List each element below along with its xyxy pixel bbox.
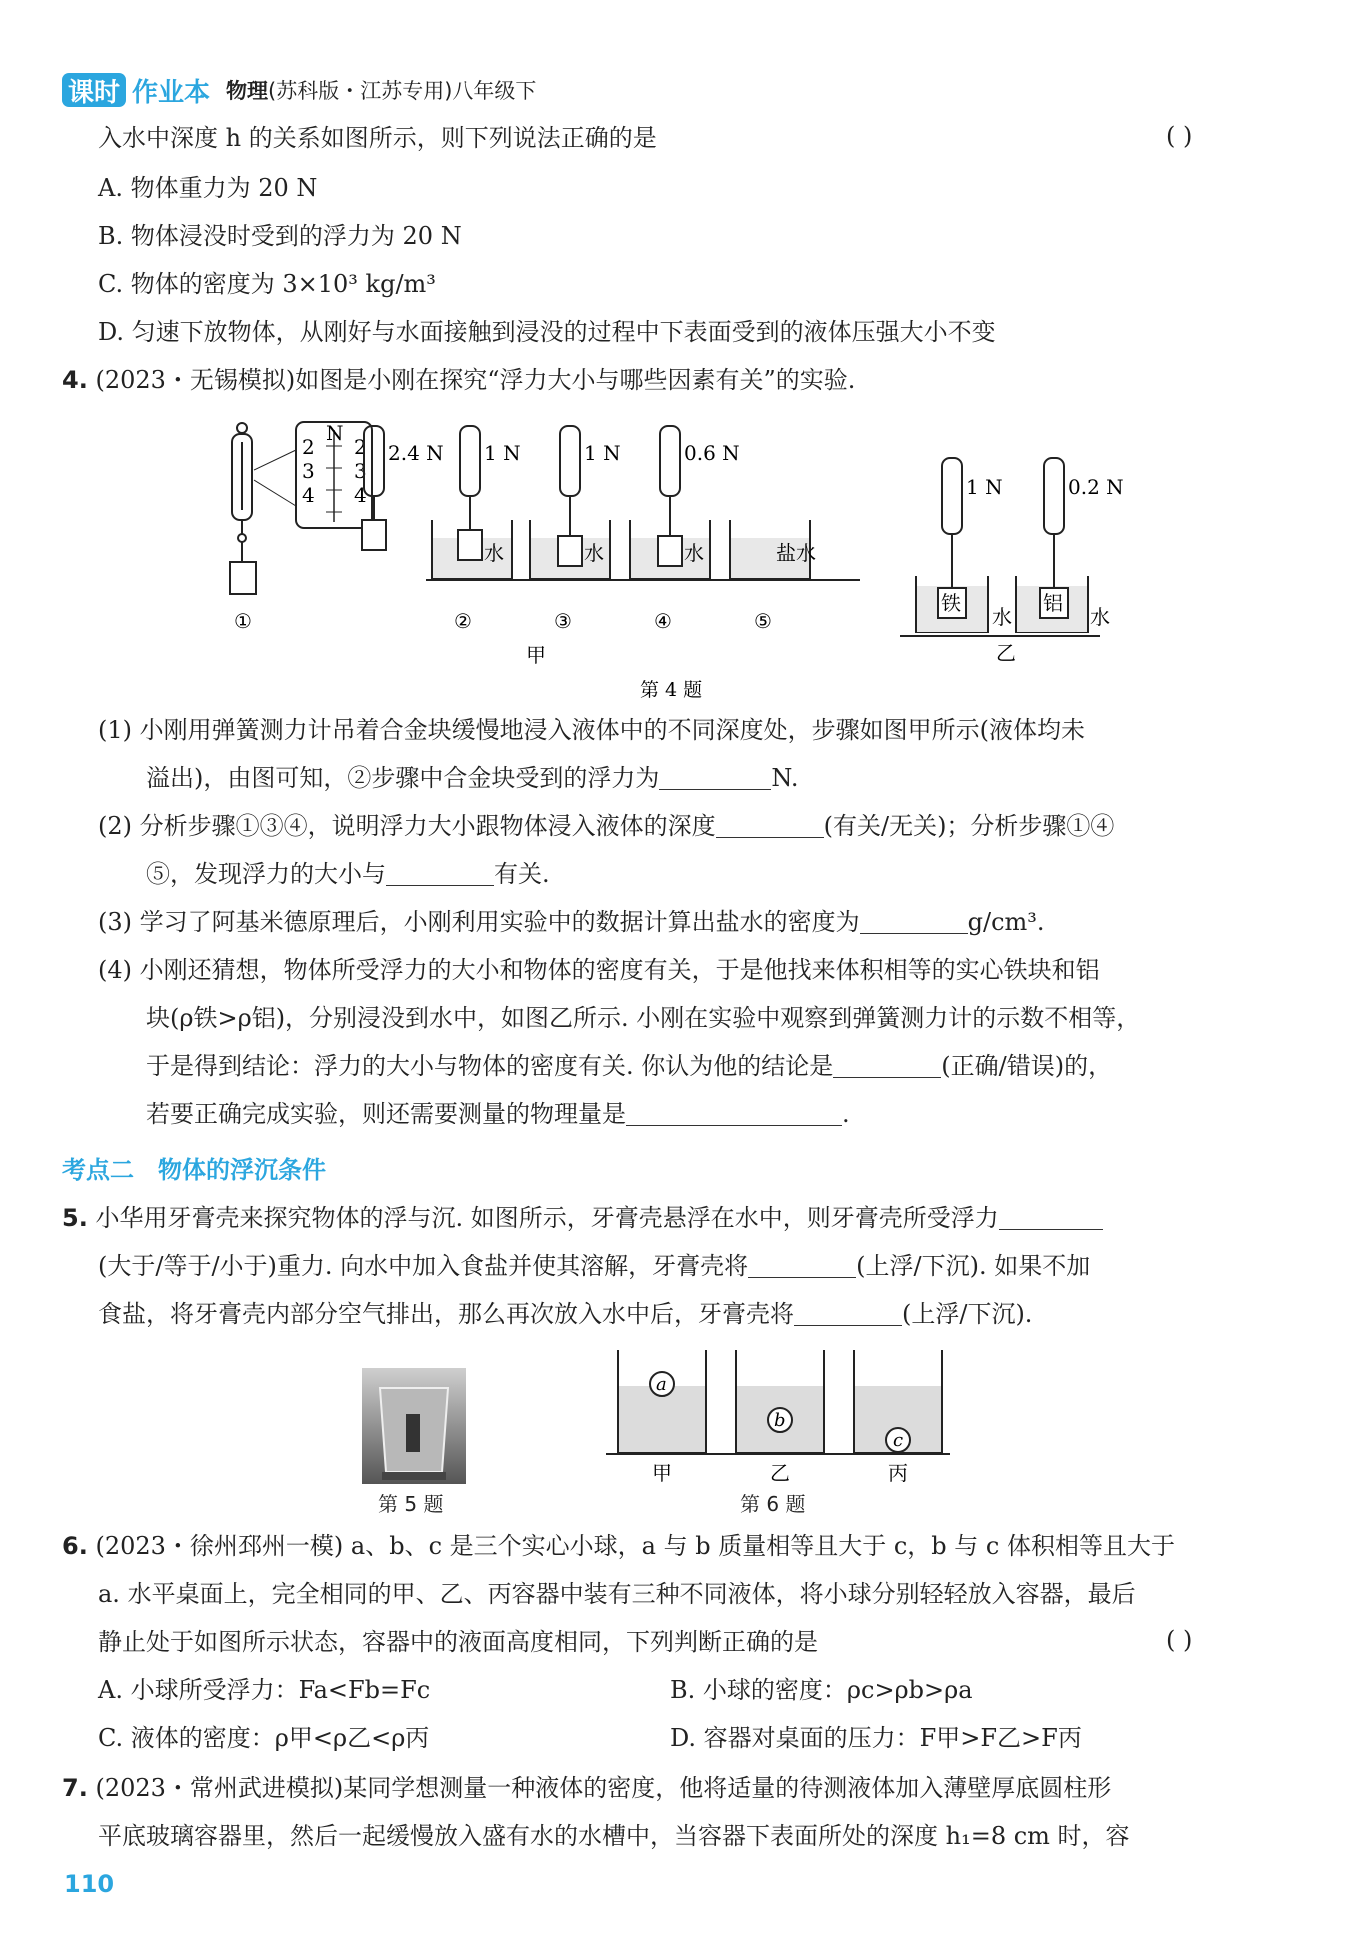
answer-blank[interactable]: [716, 813, 824, 838]
q4-stem: 4. (2023・无锡模拟)如图是小刚在探究“浮力大小与哪些因素有关”的实验.: [62, 366, 856, 394]
ball-a: a: [656, 1374, 667, 1395]
container-bing: 丙: [888, 1461, 908, 1485]
q7-line2: 平底玻璃容器里，然后一起缓慢放入盛有水的水槽中，当容器下表面所处的深度 h₁=8 cm 时，容: [98, 1822, 1130, 1850]
q3-option-a: A. 物体重力为 20 N: [98, 174, 318, 202]
reading-5: 0.6 N: [684, 441, 740, 465]
q6-option-d: D. 容器对桌面的压力：F甲>F乙>F丙: [670, 1724, 1082, 1752]
ball-b: b: [774, 1410, 786, 1431]
q4-sub4-line4: 若要正确完成实验，则还需要测量的物理量是 .: [146, 1100, 850, 1128]
reading-2: 2.4 N: [388, 441, 444, 465]
reading-4: 1 N: [584, 441, 621, 465]
answer-blank[interactable]: [748, 1253, 856, 1278]
scale-tick: 2: [354, 435, 367, 459]
liquid-label: 水: [484, 541, 504, 565]
q4-sub2-line1: (2) 分析步骤①③④，说明浮力大小跟物体浸入液体的深度 (有关/无关)；分析步骤①④: [98, 812, 1115, 840]
q5-photo: [362, 1368, 466, 1484]
scale-tick: 3: [302, 459, 315, 483]
answer-blank[interactable]: [833, 1053, 941, 1078]
liquid-label: 水: [684, 541, 704, 565]
answer-blank[interactable]: [659, 765, 771, 790]
q6-caption: 第 6 题: [740, 1492, 806, 1516]
reading-aluminum: 0.2 N: [1068, 475, 1124, 499]
reading-iron: 1 N: [966, 475, 1003, 499]
section-heading: 考点二 物体的浮沉条件: [62, 1156, 326, 1184]
liquid-label: 盐水: [776, 541, 816, 565]
q6-option-b: B. 小球的密度：ρc>ρb>ρa: [670, 1676, 973, 1704]
q4-sub1-line1: (1) 小刚用弹簧测力计吊着合金块缓慢地浸入液体中的不同深度处，步骤如图甲所示(液体均未: [98, 716, 1085, 744]
scale-tick: 4: [354, 483, 367, 507]
q4-sub3: (3) 学习了阿基米德原理后，小刚利用实验中的数据计算出盐水的密度为 g/cm³.: [98, 908, 1045, 936]
q3-stem: 入水中深度 h 的关系如图所示，则下列说法正确的是: [98, 124, 657, 152]
container-jia: 甲: [652, 1461, 672, 1485]
answer-blank[interactable]: [626, 1101, 842, 1126]
q4-sub4-line2: 块(ρ铁>ρ铝)，分别浸没到水中，如图乙所示. 小刚在实验中观察到弹簧测力计的示数不相等，: [146, 1004, 1141, 1032]
q4-number: 4.: [62, 366, 88, 394]
block-iron: 铁: [941, 591, 961, 615]
step-label: ③: [554, 609, 572, 633]
q3-option-d: D. 匀速下放物体，从刚好与水面接触到浸没的过程中下表面受到的液体压强大小不变: [98, 318, 996, 346]
block-aluminum: 铝: [1043, 591, 1063, 615]
brand-suffix: 作业本: [132, 77, 211, 108]
scale-unit: N: [326, 421, 344, 445]
q6-line2: a. 水平桌面上，完全相同的甲、乙、丙容器中装有三种不同液体，将小球分别轻轻放入容器，最后: [98, 1580, 1136, 1608]
q4-sub4-line3: 于是得到结论：浮力的大小与物体的密度有关. 你认为他的结论是 (正确/错误)的，: [146, 1052, 1113, 1080]
liquid-label: 水: [992, 605, 1012, 629]
page-number: 110: [64, 1870, 115, 1898]
answer-blank[interactable]: [386, 861, 494, 886]
edition: (苏科版・江苏专用)八年级下: [268, 79, 537, 103]
q5-line1: 5. 小华用牙膏壳来探究物体的浮与沉. 如图所示，牙膏壳悬浮在水中，则牙膏壳所受浮力: [62, 1202, 1103, 1234]
step-label: ④: [654, 609, 672, 633]
header: [62, 70, 536, 110]
q3-option-b: B. 物体浸没时受到的浮力为 20 N: [98, 222, 462, 250]
q5-line2: (大于/等于/小于)重力. 向水中加入食盐并使其溶解，牙膏壳将 (上浮/下沉). 如果不加: [98, 1252, 1091, 1280]
q6-option-a: A. 小球所受浮力：Fa<Fb=Fc: [98, 1676, 431, 1704]
q6-option-c: C. 液体的密度：ρ甲<ρ乙<ρ丙: [98, 1724, 430, 1752]
ball-c: c: [893, 1430, 904, 1451]
q4-sub1-line2: 溢出)，由图可知，②步骤中合金块受到的浮力为 N.: [146, 764, 799, 792]
scale-tick: 2: [302, 435, 315, 459]
scale-tick: 4: [302, 483, 315, 507]
q3-option-c: C. 物体的密度为 3×10³ kg/m³: [98, 270, 436, 298]
q5-line3: 食盐，将牙膏壳内部分空气排出，那么再次放入水中后，牙膏壳将 (上浮/下沉).: [98, 1300, 1033, 1328]
q6-answer-paren: ( ): [1166, 1626, 1193, 1654]
subject: 物理: [226, 79, 269, 103]
q4-sub2-line2: ⑤，发现浮力的大小与 有关.: [146, 860, 550, 888]
book-title: [226, 75, 536, 105]
q4-figure-caption: 第 4 题: [640, 679, 703, 701]
liquid-label: 水: [1090, 605, 1110, 629]
q5-caption: 第 5 题: [378, 1492, 444, 1516]
q6-line3: 静止处于如图所示状态，容器中的液面高度相同，下列判断正确的是: [98, 1628, 818, 1656]
reading-3: 1 N: [484, 441, 521, 465]
scale-tick: 3: [354, 459, 367, 483]
step-label: ②: [454, 609, 472, 633]
q6-figure: [600, 1346, 960, 1486]
q4-sub4-line1: (4) 小刚还猜想，物体所受浮力的大小和物体的密度有关，于是他找来体积相等的实心铁块和铝: [98, 956, 1100, 984]
answer-blank[interactable]: [999, 1205, 1103, 1230]
brand-logo: 课时: [62, 73, 126, 107]
answer-blank[interactable]: [794, 1301, 902, 1326]
liquid-label: 水: [584, 541, 604, 565]
q7-line1: 7. (2023・常州武进模拟)某同学想测量一种液体的密度，他将适量的待测液体加入薄壁厚底圆柱形: [62, 1774, 1112, 1802]
group-jia-label: 甲: [526, 643, 546, 667]
q6-line1: 6. (2023・徐州邳州一模) a、b、c 是三个实心小球，a 与 b 质量相等且大于 c，b 与 c 体积相等且大于: [62, 1532, 1175, 1560]
q3-answer-paren: ( ): [1166, 122, 1193, 150]
q4-figure: [220, 410, 1140, 710]
step-label: ⑤: [754, 609, 772, 633]
container-yi: 乙: [770, 1461, 790, 1485]
answer-blank[interactable]: [860, 909, 968, 934]
step-label: ①: [234, 609, 252, 633]
group-yi-label: 乙: [996, 641, 1016, 665]
